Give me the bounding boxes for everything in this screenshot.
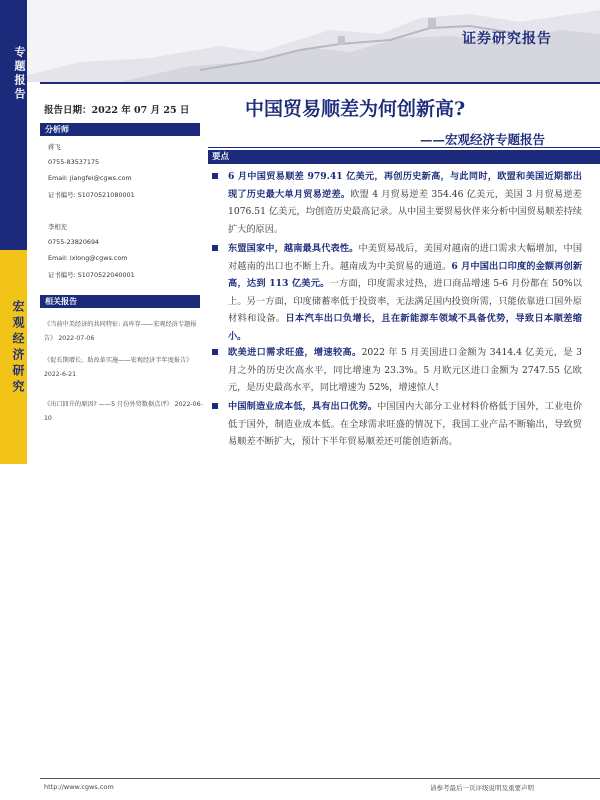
analyst-heading-label: 分析师 bbox=[45, 125, 69, 134]
key-point-highlight: 6 月中国贸易顺差 979.41 亿美元，再创历史新高，与此同时，欧盟和美国近期都出现了历史最大单月贸易逆差。 bbox=[228, 171, 582, 200]
key-point-4 bbox=[212, 398, 582, 451]
key-point-highlight: 欧美进口需求旺盛，增速较高。 bbox=[228, 347, 362, 358]
footer-divider bbox=[40, 778, 600, 779]
analyst-email[interactable]: Email: lxlong@cgws.com bbox=[48, 254, 128, 262]
report-date: 报告日期：2022 年 07 月 25 日 bbox=[44, 105, 190, 116]
analyst-cert: 证书编号: S1070521080001 bbox=[48, 191, 135, 199]
side-tab-navy bbox=[0, 0, 27, 250]
key-point-highlight: 中国制造业成本低，具有出口优势。 bbox=[228, 401, 378, 412]
key-point-highlight: 6 月中国出口印度的金额再创新高，达到 113 亿美元。 bbox=[228, 260, 583, 289]
footer-disclaimer: 请参考最后一页评级说明及重要声明 bbox=[430, 784, 534, 792]
related-section-heading bbox=[40, 295, 200, 308]
page-title: 中国贸易顺差为何创新高? bbox=[245, 98, 466, 120]
key-point-body: 中美贸易战后，美国对越南的进口需求大幅增加，中国对越南的出口也不断上升。越南成为中美贸易的通道。 bbox=[228, 243, 583, 272]
key-point-1 bbox=[212, 168, 582, 238]
header-banner bbox=[0, 0, 600, 82]
side-tab-middle-label: 宏观经济研究 bbox=[11, 300, 25, 396]
analyst-name: 蒋飞 bbox=[48, 143, 61, 151]
key-point-body: 中国国内大部分工业材料价格低于国外，工业电价低于国外，制造业成本低。在全球需求旺盛的情况下，我国工业产品不断输出，导致贸易顺差不断扩大，预计下半年贸易顺差还可能创造新高。 bbox=[228, 401, 583, 447]
key-point-highlight: 东盟国家中，越南最具代表性。 bbox=[228, 243, 359, 254]
header-divider bbox=[40, 82, 600, 84]
key-point-3 bbox=[212, 344, 582, 397]
footer-website-link[interactable]: http://www.cgws.com bbox=[44, 783, 114, 791]
bullet-square-icon bbox=[212, 403, 218, 409]
key-point-body: 欧盟 4 月贸易逆差 354.46 亿美元，美国 3 月贸易逆差 1076.51 亿美元，均创造历史最高记录。从中国主要贸易伙伴来分析中国贸易顺差持续扩大的原因。 bbox=[228, 188, 582, 235]
related-heading-label: 相关报告 bbox=[45, 297, 77, 306]
analyst-phone: 0755-23820694 bbox=[48, 238, 100, 246]
analyst-phone: 0755-83537175 bbox=[48, 158, 100, 166]
analyst-name: 李相充 bbox=[48, 223, 68, 231]
side-tab-top-label: 专题报告 bbox=[13, 46, 26, 102]
related-report-item[interactable]: 《促长期增长、助改革实施——宏观经济半年度报告》 2022-6-21 bbox=[44, 357, 193, 378]
bullet-square-icon bbox=[212, 349, 218, 355]
key-point-body: 一方面，印度需求过热，进口商品增速 5-6 月份都在 50%以上。另一方面，印度储蓄率低于投资率，无法满足国内投资所需，只能依靠进口国外原材料和设备。 bbox=[228, 278, 582, 324]
bullet-square-icon bbox=[212, 173, 218, 179]
bullet-square-icon bbox=[212, 245, 218, 251]
key-point-highlight: 日本汽车出口负增长，且在新能源车领域不具备优势，导致日本顺差缩小。 bbox=[228, 313, 582, 342]
key-point-2 bbox=[212, 240, 582, 345]
related-report-item[interactable]: 《当前中美经济的共同特征: 高库存——宏观经济专题报告》 2022-07-06 bbox=[44, 321, 197, 342]
page-subtitle: ——宏观经济专题报告 bbox=[420, 132, 546, 147]
report-type-label: 证券研究报告 bbox=[462, 31, 552, 47]
key-points-heading: 要点 bbox=[208, 150, 600, 164]
analyst-section-heading bbox=[40, 123, 200, 136]
title-divider bbox=[208, 147, 600, 148]
related-report-item[interactable]: 《出口回升的原因? ——5 月份外贸数据点评》 2022-06-10 bbox=[44, 401, 203, 422]
analyst-email[interactable]: Email: jiangfei@cgws.com bbox=[48, 174, 132, 182]
key-point-body: 2022 年 5 月美国进口金额为 3414.4 亿美元，是 3 月之外的历史次高水平，同比增速为 23.3%。5 月欧元区进口金额为 2747.55 亿欧元，是历史最高水平，同比增速为 52%，增速惊人! bbox=[228, 347, 583, 393]
analyst-cert: 证书编号: S1070522040001 bbox=[48, 271, 135, 279]
